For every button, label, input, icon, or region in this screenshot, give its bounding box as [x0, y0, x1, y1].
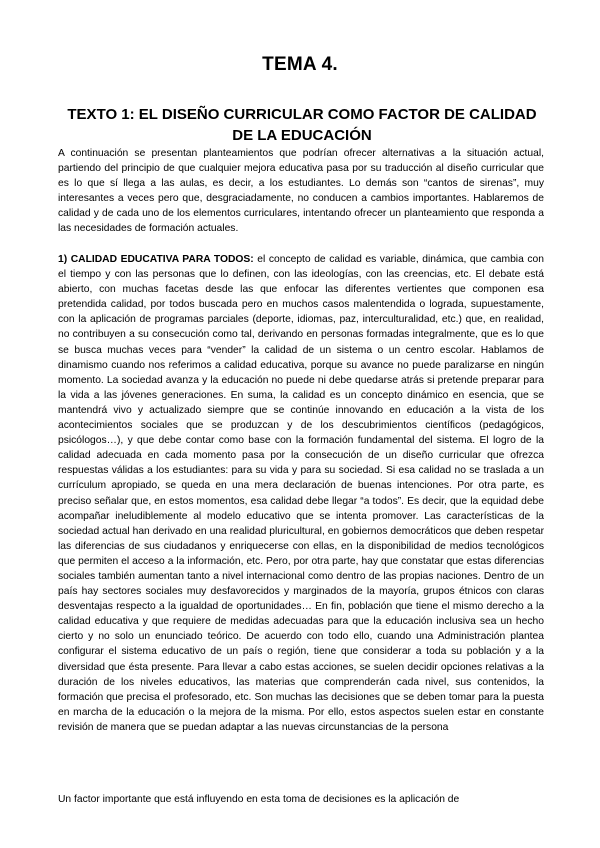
body-paragraph-calidad — [58, 252, 544, 735]
section-subtitle: TEXTO 1: EL DISEÑO CURRICULAR COMO FACTOR DE CALIDAD DE LA EDUCACIÓN — [67, 106, 537, 144]
paragraph-heading: 1) CALIDAD EDUCATIVA PARA TODOS: — [58, 254, 254, 265]
paragraph-text: el concepto de calidad es variable, dinámica, que cambia con el tiempo y con las personas que lo definen, con las ideologías, con las creencias, etc. El debate está abierto, con muchas facetas desde las que enfocar las diferentes vertientes que componen esa pretendida calidad, por todos buscada pero en muchos casos malentendida o lograda, supuestamente, con la aplicación de programas parciales (deporte, idiomas, paz, interculturalidad, etc.) que, en realidad, no contribuyen a su consecución como tal, derivando en personas formadas integralmente, que es lo que se busca muchas veces para “vender” la calidad de un sistema o un centro escolar. Hablamos de dinamismo cuando nos referimos a calidad educativa, porque su avance no puede paralizarse en ningún momento. La sociedad avanza y la educación no puede ni debe quedarse atrás si pretende preparar para la vida a las jóvenes generaciones. En suma, la calidad es un concepto dinámico en esencia, que se mantendrá vivo y actualizado siempre que se continúe innovando en educación a la vista de los acontecimientos sociales que se produzcan y de los descubrimientos científicos (pedagógicos, psicólogos…), y que debe contar como base con la formación fundamental del sistema. El logro de la calidad adecuada en cada momento pasa por la consecución de un diseño curricular que ofrezca respuestas válidas a los estudiantes: para su vida y para su sociedad. Si esa calidad no se traslada a un currículum apropiado, se queda en una mera declaración de buenas intenciones. Por otra parte, es preciso señalar que, en estos momentos, esa calidad debe llegar “a todos”. Es decir, que la equidad debe acompañar ineludiblemente al modelo educativo que se intenta promover. Las características de la sociedad actual han derivado en una realidad pluricultural, en gobiernos democráticos que deben respetar las diferencias de sus ciudadanos y enriquecerse con ellas, en la disponibilidad de medios tecnológicos que permiten el acceso a la información, etc. Pero, por otra parte, hay que constatar que estas diferencias sociales también aumentan tanto a nivel internacional como dentro de las propias naciones. Dentro de un país hay sectores sociales muy desfavorecidos y marginados de la mayoría, grupos étnicos con claras desventajas respecto a la igualdad de oportunidades… En fin, población que tiene el mismo derecho a la calidad educativa y que requiere de medidas adecuadas para que la educación inclusiva sea un hecho cierto y no solo un enunciado teórico. De acuerdo con todo ello, cuando una Administración plantea configurar el sistema educativo de un país o región, tiene que considerar a toda su población y a la diversidad que ésta presente. Para llevar a cabo estas acciones, se suelen decidir opciones relativas a la duración de los niveles educativos, las materias que comprenderán cada nivel, sus contenidos, la formación que precisa el profesorado, etc. Son muchas las decisiones que se deben tomar para la puesta en marcha de la educación o la mejora de la misma. Por ello, estos aspectos suelen estar en constante revisión de manera que se puedan adaptar a las nuevas circunstancias de la persona — [58, 254, 544, 733]
intro-paragraph: A continuación se presentan planteamientos que podrían ofrecer alternativas a la situación actual, partiendo del principio de que cualquier mejora educativa pasa por su traducción al diseño curricular que es lo que sí llega a las aulas, es decir, a los estudiantes. Lo demás son “cantos de sirenas”, muy interesantes a veces pero que, desgraciadamente, no conducen a cambios importantes. Hablaremos de calidad y de cada uno de los elementos curriculares, intentando ofrecer un planteamiento que responda a las necesidades de formación actuales. — [58, 148, 544, 235]
page-title: TEMA 4. — [262, 54, 338, 75]
body-paragraph-closing: Un factor importante que está influyendo en esta toma de decisiones es la aplicación de — [58, 794, 460, 805]
